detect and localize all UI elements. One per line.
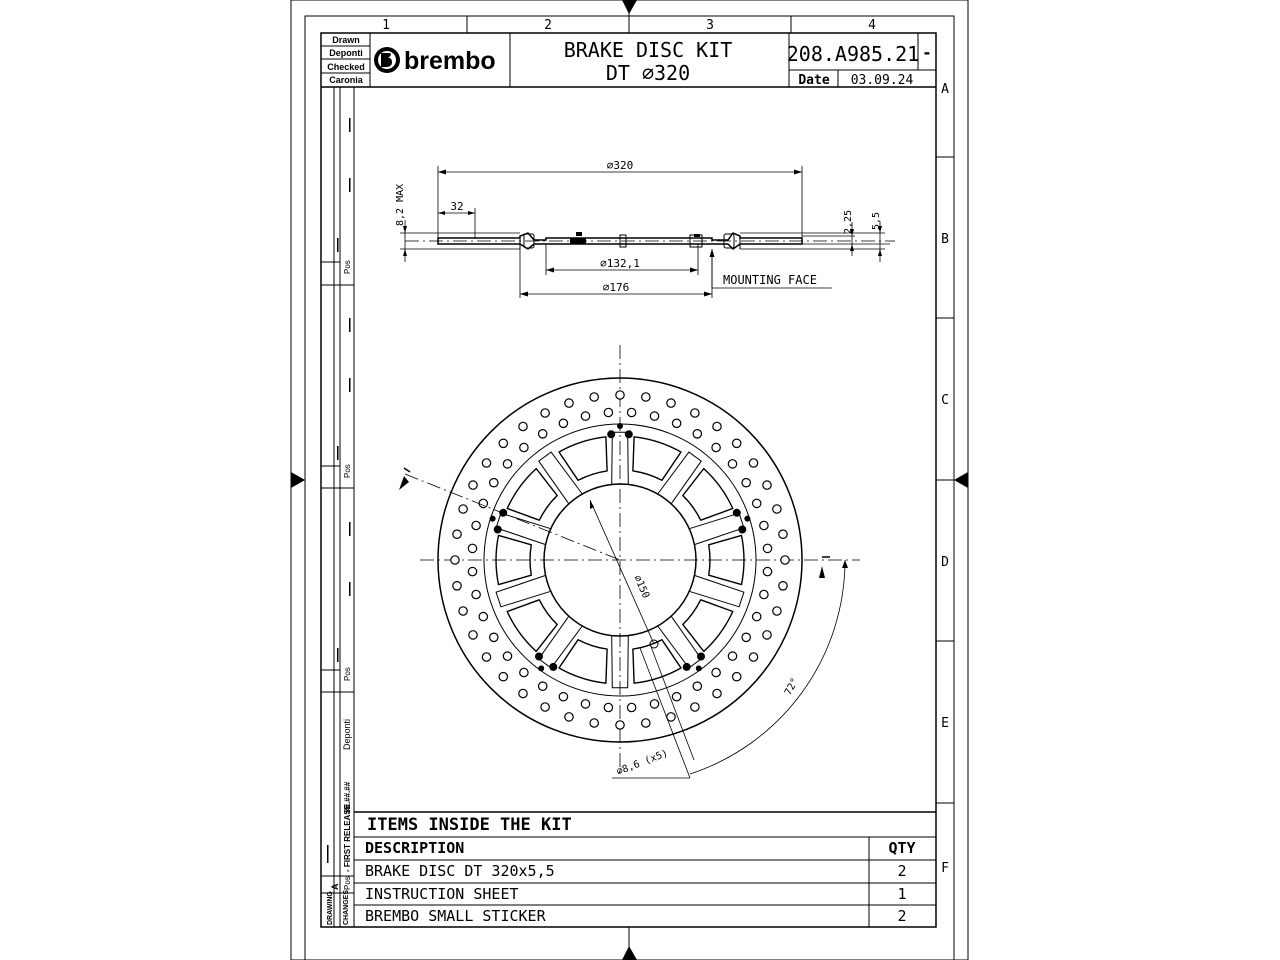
zone-col-3: 3: [706, 18, 714, 33]
drill-hole: [520, 443, 528, 451]
role-checked: Checked: [327, 62, 365, 72]
drill-hole: [482, 653, 490, 661]
dim-hole-diameter: ⌀8,6 (x5): [615, 748, 670, 778]
drill-hole: [590, 719, 598, 727]
drill-hole: [753, 499, 761, 507]
bobbin: [733, 509, 741, 517]
side-bobbins: [524, 232, 734, 248]
zone-row-f: F: [941, 861, 949, 876]
zone-row-a: A: [941, 82, 949, 97]
revision-author: Deponti: [342, 718, 352, 750]
drill-hole: [760, 590, 768, 598]
item-row-3-qty: 2: [897, 907, 907, 925]
drill-hole: [667, 713, 675, 721]
drill-hole: [565, 713, 573, 721]
items-table-heading: ITEMS INSIDE THE KIT: [367, 815, 572, 835]
carrier-arm: [496, 575, 551, 606]
zone-row-e: E: [941, 716, 949, 731]
drill-hole: [712, 443, 720, 451]
drill-hole: [453, 530, 461, 538]
drill-hole: [667, 399, 675, 407]
drill-hole: [499, 673, 507, 681]
bobbin: [490, 516, 496, 522]
drill-hole: [742, 633, 750, 641]
brembo-logo: [374, 47, 496, 75]
pos-mark-1: Pos: [343, 260, 352, 274]
bobbin: [625, 430, 633, 438]
drill-hole: [691, 703, 699, 711]
drill-hole: [559, 693, 567, 701]
bobbin: [738, 526, 746, 534]
carrier-arm: [689, 513, 744, 544]
revision-letter: A: [330, 883, 340, 890]
bobbin: [697, 653, 705, 661]
item-row-1-description: BRAKE DISC DT 320x5,5: [365, 862, 555, 880]
drill-hole: [749, 653, 757, 661]
drill-hole: [503, 460, 511, 468]
drill-hole: [519, 689, 527, 697]
drill-hole: [712, 668, 720, 676]
dim-max-thickness: 8,2 MAX: [395, 183, 406, 226]
dim-band-width: 32: [450, 200, 464, 213]
drill-hole: [642, 719, 650, 727]
drill-hole: [781, 556, 789, 564]
drill-hole: [541, 409, 549, 417]
drill-hole: [763, 544, 771, 552]
bobbin: [535, 653, 543, 661]
drill-hole: [453, 582, 461, 590]
drill-hole: [581, 412, 589, 420]
drill-hole: [763, 481, 771, 489]
drill-hole: [604, 703, 612, 711]
drill-hole: [472, 590, 480, 598]
drill-hole: [520, 668, 528, 676]
drill-hole: [650, 412, 658, 420]
bobbin: [538, 665, 544, 671]
item-row-1-qty: 2: [897, 862, 907, 880]
drill-hole: [742, 479, 750, 487]
drill-hole: [468, 544, 476, 552]
carrier-window: [559, 640, 607, 684]
drill-hole: [459, 607, 467, 615]
item-row-3-description: BREMBO SMALL STICKER: [365, 907, 546, 925]
drill-hole: [627, 703, 635, 711]
zone-col-4: 4: [868, 18, 876, 33]
drill-hole: [479, 612, 487, 620]
drill-hole: [581, 700, 589, 708]
drill-hole: [753, 612, 761, 620]
drill-hole: [642, 393, 650, 401]
drill-hole: [503, 652, 511, 660]
drill-hole: [728, 460, 736, 468]
drill-hole: [539, 430, 547, 438]
bobbin: [607, 430, 615, 438]
drill-hole: [713, 422, 721, 430]
drill-hole: [713, 689, 721, 697]
drill-hole: [779, 530, 787, 538]
drill-hole: [672, 419, 680, 427]
items-table: [354, 812, 936, 927]
carrier-arm: [689, 575, 744, 606]
drill-hole: [763, 567, 771, 575]
revision-strip: [321, 87, 354, 927]
drill-hole: [627, 408, 635, 416]
drill-hole: [773, 607, 781, 615]
items-col-qty: QTY: [888, 839, 916, 857]
drill-hole: [749, 459, 757, 467]
date-label: Date: [798, 73, 830, 88]
revision-dot-marks: [327, 118, 351, 863]
items-col-description: DESCRIPTION: [365, 839, 465, 857]
row-zone-markers: [936, 82, 954, 876]
drill-hole: [459, 505, 467, 513]
drill-hole: [763, 631, 771, 639]
zone-col-1: 1: [382, 18, 390, 33]
drill-hole: [519, 422, 527, 430]
drill-hole: [604, 408, 612, 416]
drill-hole: [539, 682, 547, 690]
drawing-title: BRAKE DISC KIT: [563, 38, 733, 62]
item-row-2-qty: 1: [897, 885, 907, 903]
drill-hole: [616, 721, 624, 729]
role-drawn: Drawn: [332, 35, 360, 45]
bobbin: [549, 663, 557, 671]
drill-hole: [733, 673, 741, 681]
bobbin: [744, 516, 750, 522]
revision-pos-label: Pos: [343, 876, 352, 890]
drill-hole: [482, 459, 490, 467]
bobbin: [683, 663, 691, 671]
pos-mark-3: Pos: [343, 667, 352, 681]
revision-release: - FIRST RELEASE: [343, 803, 352, 872]
drawing-subtitle: DT ⌀320: [605, 61, 691, 85]
zone-row-d: D: [941, 555, 949, 570]
drill-hole: [728, 652, 736, 660]
mounting-face-label: MOUNTING FACE: [723, 273, 817, 287]
drill-hole: [559, 419, 567, 427]
bobbin: [617, 423, 623, 429]
drill-hole: [693, 430, 701, 438]
drill-hole: [760, 521, 768, 529]
drill-hole: [490, 479, 498, 487]
zone-col-2: 2: [544, 18, 552, 33]
bobbin: [494, 526, 502, 534]
carrier-window: [559, 437, 607, 481]
pos-mark-2: Pos: [343, 464, 352, 478]
drill-hole: [451, 556, 459, 564]
role-drawn-name: Deponti: [329, 48, 363, 58]
bobbin: [499, 509, 507, 517]
dim-diameter-132: ⌀132,1: [600, 257, 640, 270]
zone-row-b: B: [941, 232, 949, 247]
drill-hole: [773, 505, 781, 513]
dim-thickness-55: 5,5: [871, 211, 882, 230]
drawing-code-suffix: -: [922, 43, 932, 62]
front-view: [399, 345, 860, 778]
drill-hole: [490, 633, 498, 641]
zone-row-c: C: [941, 393, 949, 408]
drill-hole: [469, 481, 477, 489]
drill-hole: [733, 439, 741, 447]
drill-hole: [499, 439, 507, 447]
dim-angle: 72°: [782, 676, 802, 698]
drill-hole: [541, 703, 549, 711]
dim-diameter-150: ⌀150: [631, 573, 652, 601]
drill-hole: [565, 399, 573, 407]
drill-hole: [650, 700, 658, 708]
drill-hole: [590, 393, 598, 401]
drill-hole: [779, 582, 787, 590]
date-value: 03.09.24: [850, 73, 914, 88]
drill-hole: [616, 391, 624, 399]
dim-diameter-176: ⌀176: [602, 281, 630, 294]
dim-diameter-320: ⌀320: [606, 159, 634, 172]
bobbin: [696, 665, 702, 671]
drill-hole: [479, 499, 487, 507]
title-block: [321, 33, 936, 88]
drill-hole: [468, 567, 476, 575]
drill-hole: [672, 693, 680, 701]
item-row-2-description: INSTRUCTION SHEET: [365, 885, 519, 903]
drill-hole: [469, 631, 477, 639]
brembo-wordmark: brembo: [404, 47, 496, 75]
drill-hole: [691, 409, 699, 417]
drill-hole: [472, 521, 480, 529]
revision-changes-label: CHANGES: [343, 889, 350, 925]
drill-hole: [693, 682, 701, 690]
role-checked-name: Caronia: [329, 75, 363, 85]
dim-thickness-225: 2,25: [843, 209, 854, 234]
revision-release-code: ##.##.##: [343, 781, 352, 813]
revision-drawing-label: DRAWING: [327, 891, 334, 925]
drawing-code: 208.A985.21: [786, 42, 920, 66]
carrier-window: [633, 437, 681, 481]
side-view: [395, 159, 895, 298]
